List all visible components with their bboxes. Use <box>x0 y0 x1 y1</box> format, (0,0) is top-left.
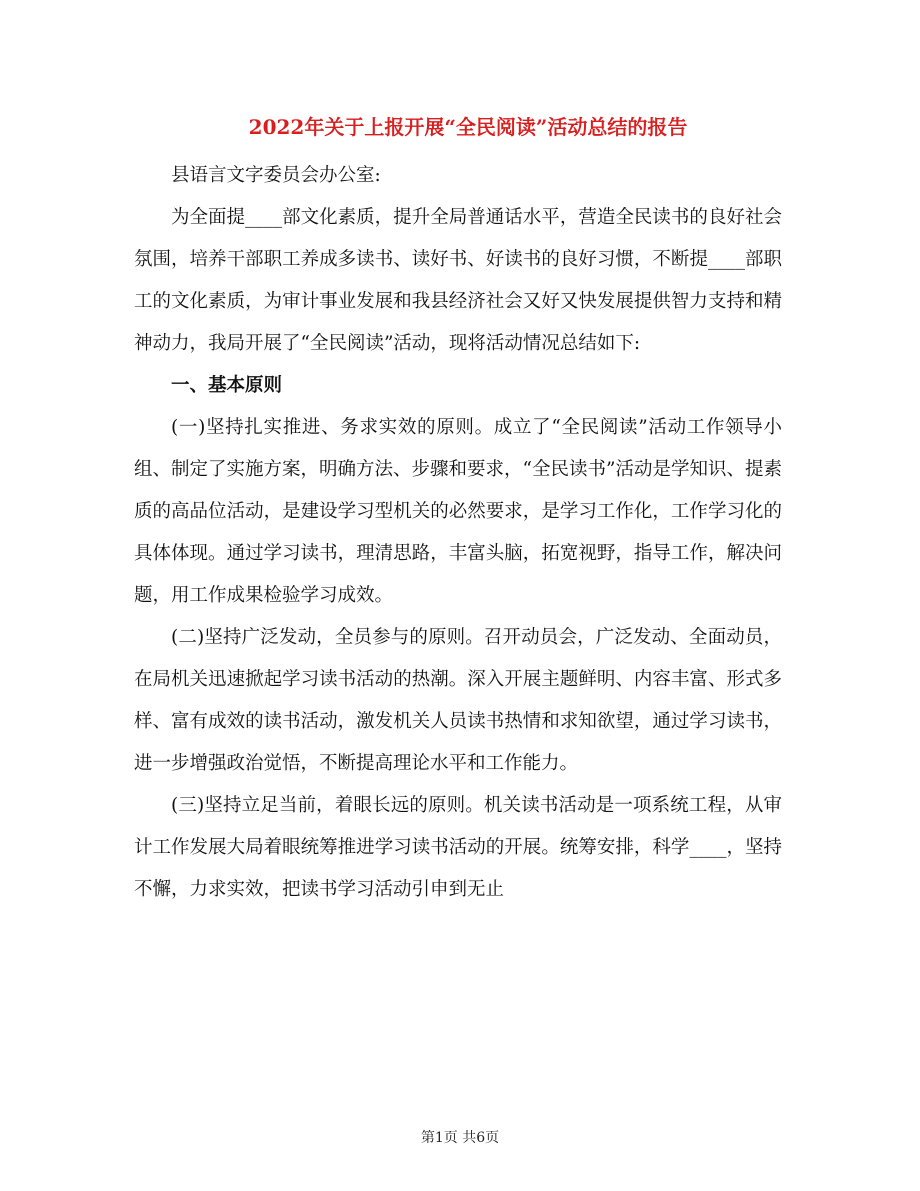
document-body <box>134 155 782 911</box>
section-heading-basic-principles: 一、基本原则 <box>171 375 283 396</box>
principle-paragraph-2: (二)坚持广泛发动，全员参与的原则。召开动员会，广泛发动、全面动员，在局机关迅速掀起学习读书活动的热潮。深入开展主题鲜明、内容丰富、形式多样、富有成效的读书活动，激发机关人员读书热情和求知欲望，通过学习读书，进一步增强政治觉悟，不断提高理论水平和工作能力。 <box>134 627 782 774</box>
recipient-line: 县语言文字委员会办公室: <box>171 165 381 186</box>
page-number-footer: 第1页 共6页 <box>420 1130 500 1146</box>
intro-paragraph: 为全面提____部文化素质，提升全局普通话水平，营造全民读书的良好社会氛围，培养干部职工养成多读书、读好书、好读书的良好习惯，不断提____部职工的文化素质，为审计事业发展和我县经济社会又好又快发展提供智力支持和精神动力，我局开展了“全民阅读”活动，现将活动情况总结如下: <box>134 207 782 354</box>
principle-paragraph-1: (一)坚持扎实推进、务求实效的原则。成立了“全民阅读”活动工作领导小组、制定了实施方案，明确方法、步骤和要求，“全民读书”活动是学知识、提素质的高品位活动，是建设学习型机关的必然要求，是学习工作化，工作学习化的具体体现。通过学习读书，理清思路，丰富头脑，拓宽视野，指导工作，解决问题，用工作成果检验学习成效。 <box>134 417 782 606</box>
principle-paragraph-3: (三)坚持立足当前，着眼长远的原则。机关读书活动是一项系统工程，从审计工作发展大局着眼统筹推进学习读书活动的开展。统筹安排，科学____，坚持不懈，力求实效，把读书学习活动引申到无止 <box>134 795 782 900</box>
document-title: 2022年关于上报开展“全民阅读”活动总结的报告 <box>248 115 688 139</box>
